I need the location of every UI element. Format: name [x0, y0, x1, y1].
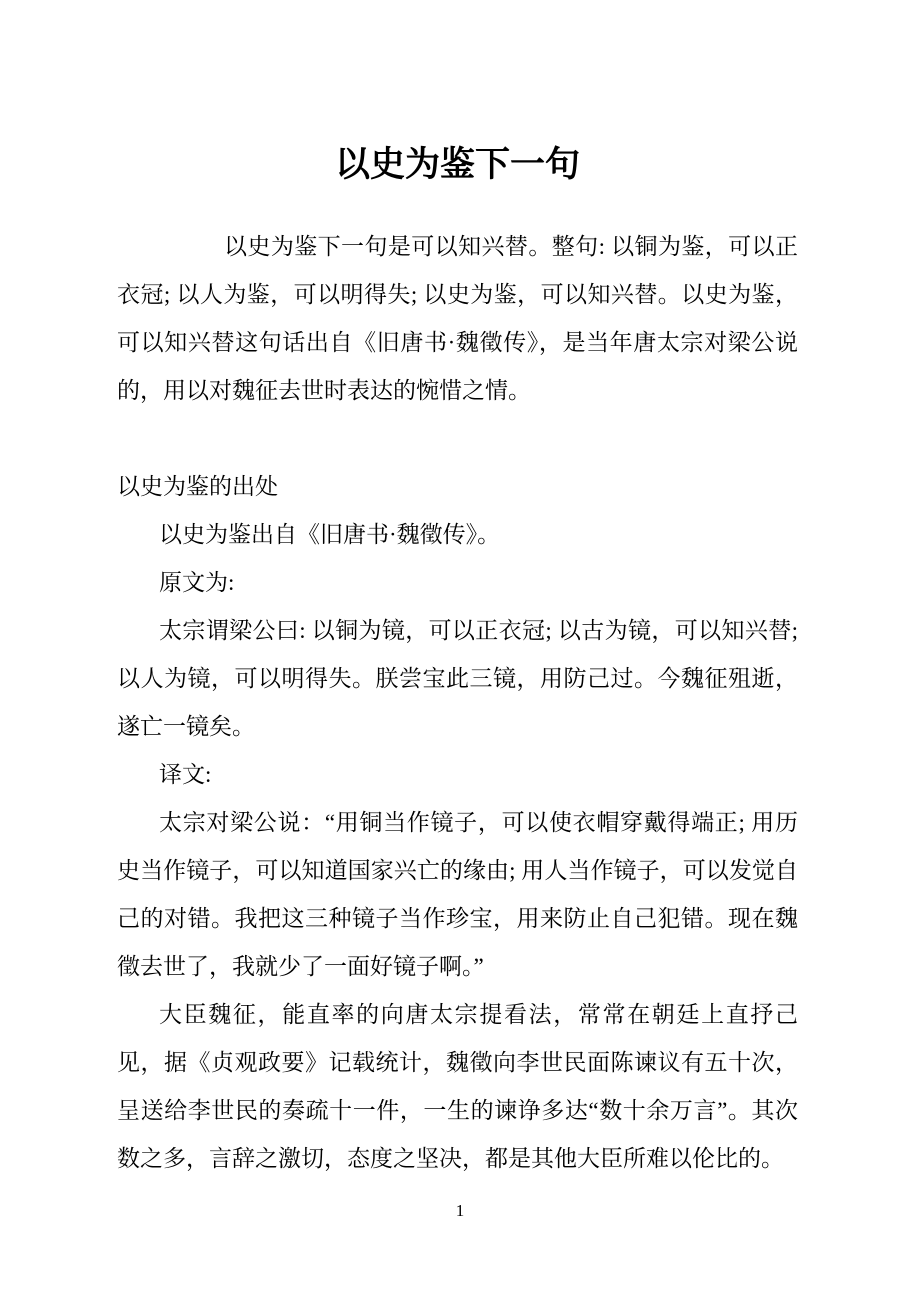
closing-paragraph: 大臣魏征，能直率的向唐太宗提看法，常常在朝廷上直抒己见，据《贞观政要》记载统计，魏徵向李世民面陈谏议有五十次，呈送给李世民的奏疏十一件，一生的谏诤多达“数十余万言”。其次数之多，言辞之激切，态度之坚决，都是其他大臣所难以伦比的。: [117, 1002, 798, 1172]
original-text-label: 原文为:: [159, 570, 235, 596]
original-text-paragraph: 太宗谓梁公曰: 以铜为镜，可以正衣冠; 以古为镜，可以知兴替; 以人为镜，可以明得失。朕尝宝此三镜，用防己过。今魏征殂逝，遂亡一镜矣。: [117, 618, 798, 740]
translation-paragraph: 太宗对梁公说：“用铜当作镜子，可以使衣帽穿戴得端正; 用历史当作镜子，可以知道国家兴亡的缘由; 用人当作镜子，可以发觉自己的对错。我把这三种镜子当作珍宝，用来防止自己犯错。现在魏徵去世了，我就少了一面好镜子啊。”: [117, 810, 798, 980]
translation-label: 译文:: [159, 762, 212, 788]
page-number: 1: [455, 1201, 465, 1220]
document-body: [117, 141, 798, 1183]
intro-paragraph: 以史为鉴下一句是可以知兴替。整句: 以铜为鉴，可以正衣冠; 以人为鉴，可以明得失; 以史为鉴，可以知兴替。以史为鉴，可以知兴替这句话出自《旧唐书·魏徵传》，是当年唐太宗对梁公说的，用以对魏征去世时表达的惋惜之情。: [117, 234, 798, 404]
section-heading-origin: 以史为鉴的出处: [117, 474, 278, 500]
source-paragraph: 以史为鉴出自《旧唐书·魏徵传》。: [159, 522, 501, 548]
document-title: 以史为鉴下一句: [334, 145, 580, 184]
